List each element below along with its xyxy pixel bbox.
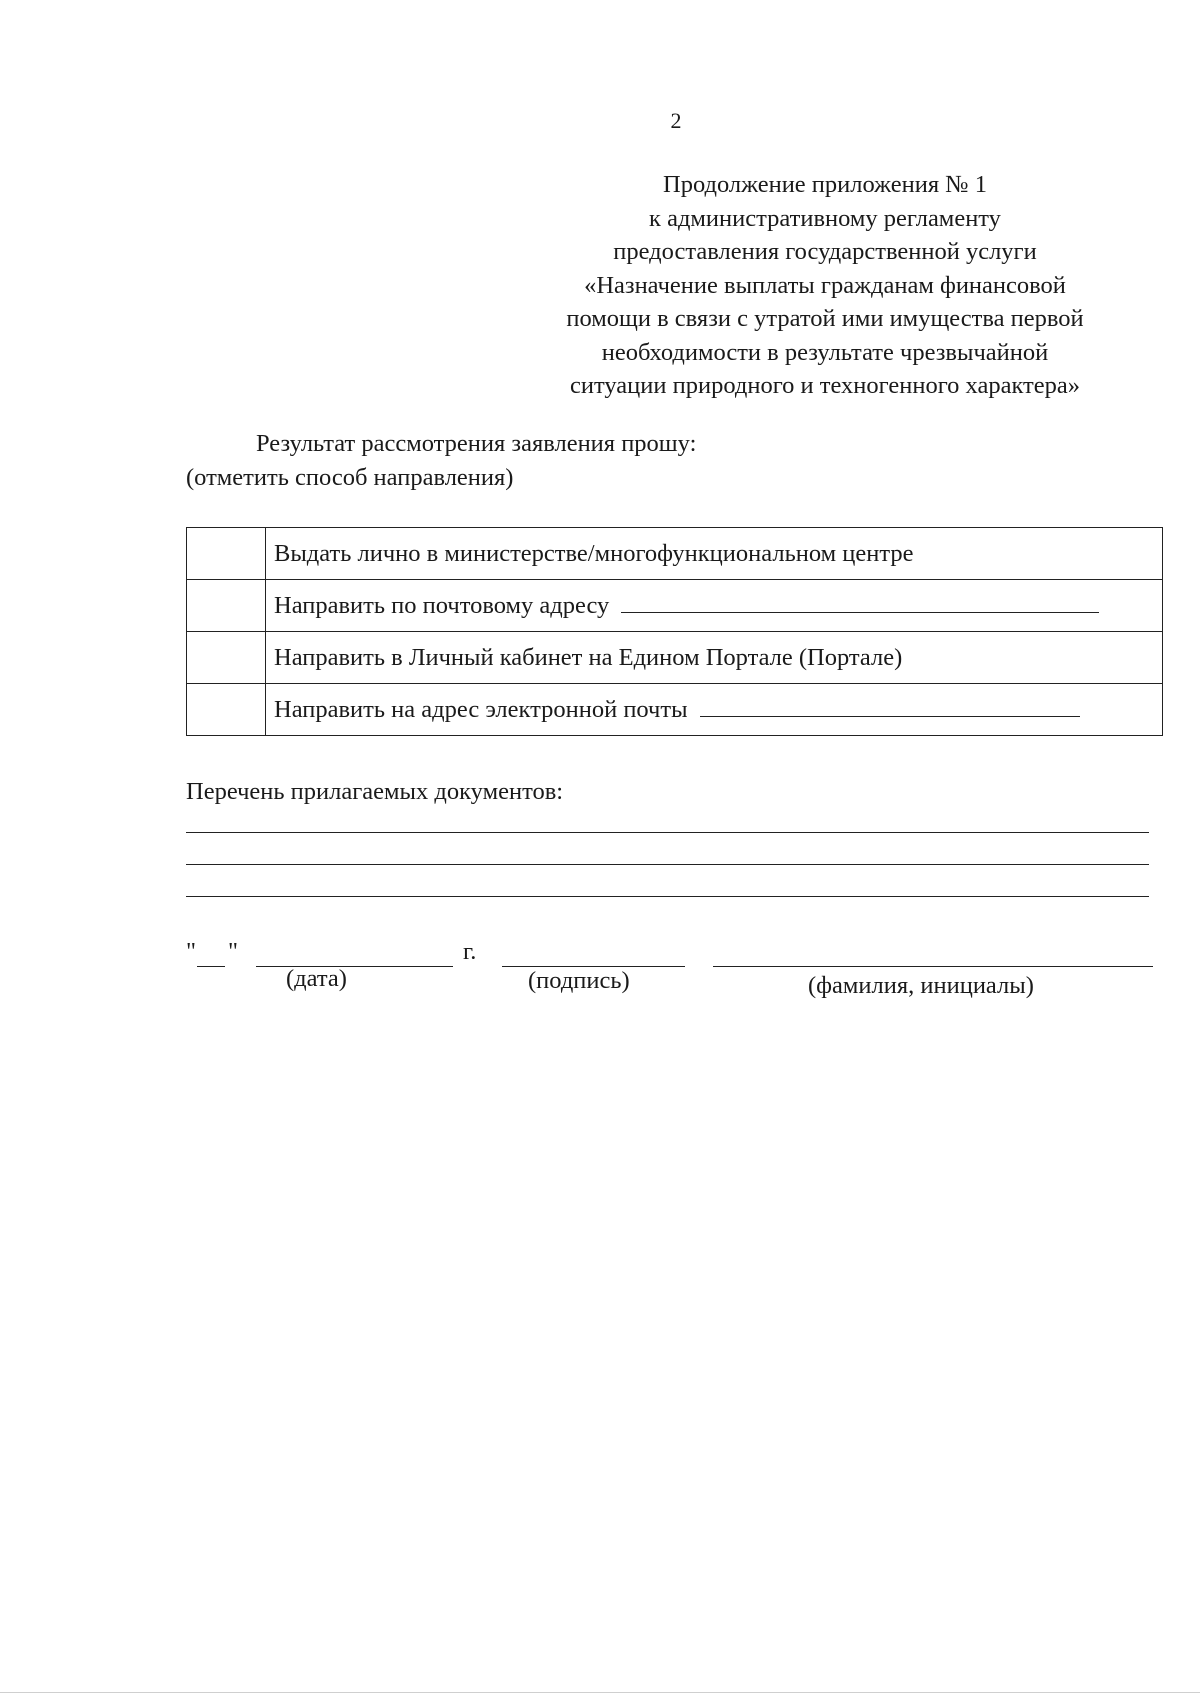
delivery-option-text: Направить в Личный кабинет на Едином Портале (Портале): [274, 643, 903, 671]
appendix-header-line: «Назначение выплаты гражданам финансовой: [584, 271, 1066, 299]
delivery-option-label: [266, 528, 1163, 580]
document-entry-line[interactable]: [186, 896, 1149, 897]
date-caption: (дата): [286, 965, 347, 992]
full-name-field[interactable]: [713, 966, 1153, 967]
day-field[interactable]: [197, 966, 225, 967]
appendix-header-line: предоставления государственной услуги: [613, 238, 1037, 265]
delivery-option-text: Направить на адрес электронной почты: [274, 695, 688, 723]
signature-caption: (подпись): [528, 967, 630, 994]
delivery-option-row: [187, 528, 1163, 580]
delivery-option-row: [187, 632, 1163, 684]
quote-open: ": [186, 938, 197, 965]
delivery-option-label: [266, 684, 1163, 736]
delivery-option-label: [266, 580, 1163, 632]
documents-title: Перечень прилагаемых документов:: [186, 778, 564, 805]
appendix-header-line: Продолжение приложения № 1: [663, 171, 987, 198]
appendix-header-line: к административному регламенту: [649, 204, 1001, 232]
appendix-header-line: помощи в связи с утратой ими имущества первой: [566, 305, 1084, 332]
delivery-option-checkbox[interactable]: [187, 528, 266, 580]
postal-address-field[interactable]: [621, 594, 1099, 613]
delivery-option-checkbox[interactable]: [187, 580, 266, 632]
page-number: 2: [670, 108, 682, 133]
appendix-header-line: ситуации природного и техногенного характера»: [570, 372, 1080, 399]
quote-close: ": [228, 938, 239, 965]
delivery-option-checkbox[interactable]: [187, 684, 266, 736]
delivery-option-label: [266, 632, 1163, 684]
request-title: Результат рассмотрения заявления прошу:: [256, 430, 697, 457]
delivery-option-text: Направить по почтовому адресу: [274, 591, 610, 619]
delivery-option-row: [187, 684, 1163, 736]
name-caption: (фамилия, инициалы): [808, 972, 1034, 999]
appendix-header-line: необходимости в результате чрезвычайной: [601, 338, 1049, 366]
appendix-header: [520, 168, 1130, 403]
delivery-option-row: [187, 580, 1163, 632]
delivery-option-checkbox[interactable]: [187, 632, 266, 684]
page-bottom-edge: [0, 1692, 1200, 1693]
delivery-option-text: Выдать лично в министерстве/многофункциональном центре: [274, 539, 914, 567]
request-hint: (отметить способ направления): [186, 464, 514, 491]
document-entry-line[interactable]: [186, 864, 1149, 865]
year-suffix: г.: [463, 938, 477, 965]
document-entry-line[interactable]: [186, 832, 1149, 833]
email-address-field[interactable]: [700, 698, 1080, 717]
delivery-options-table: [186, 527, 1163, 736]
